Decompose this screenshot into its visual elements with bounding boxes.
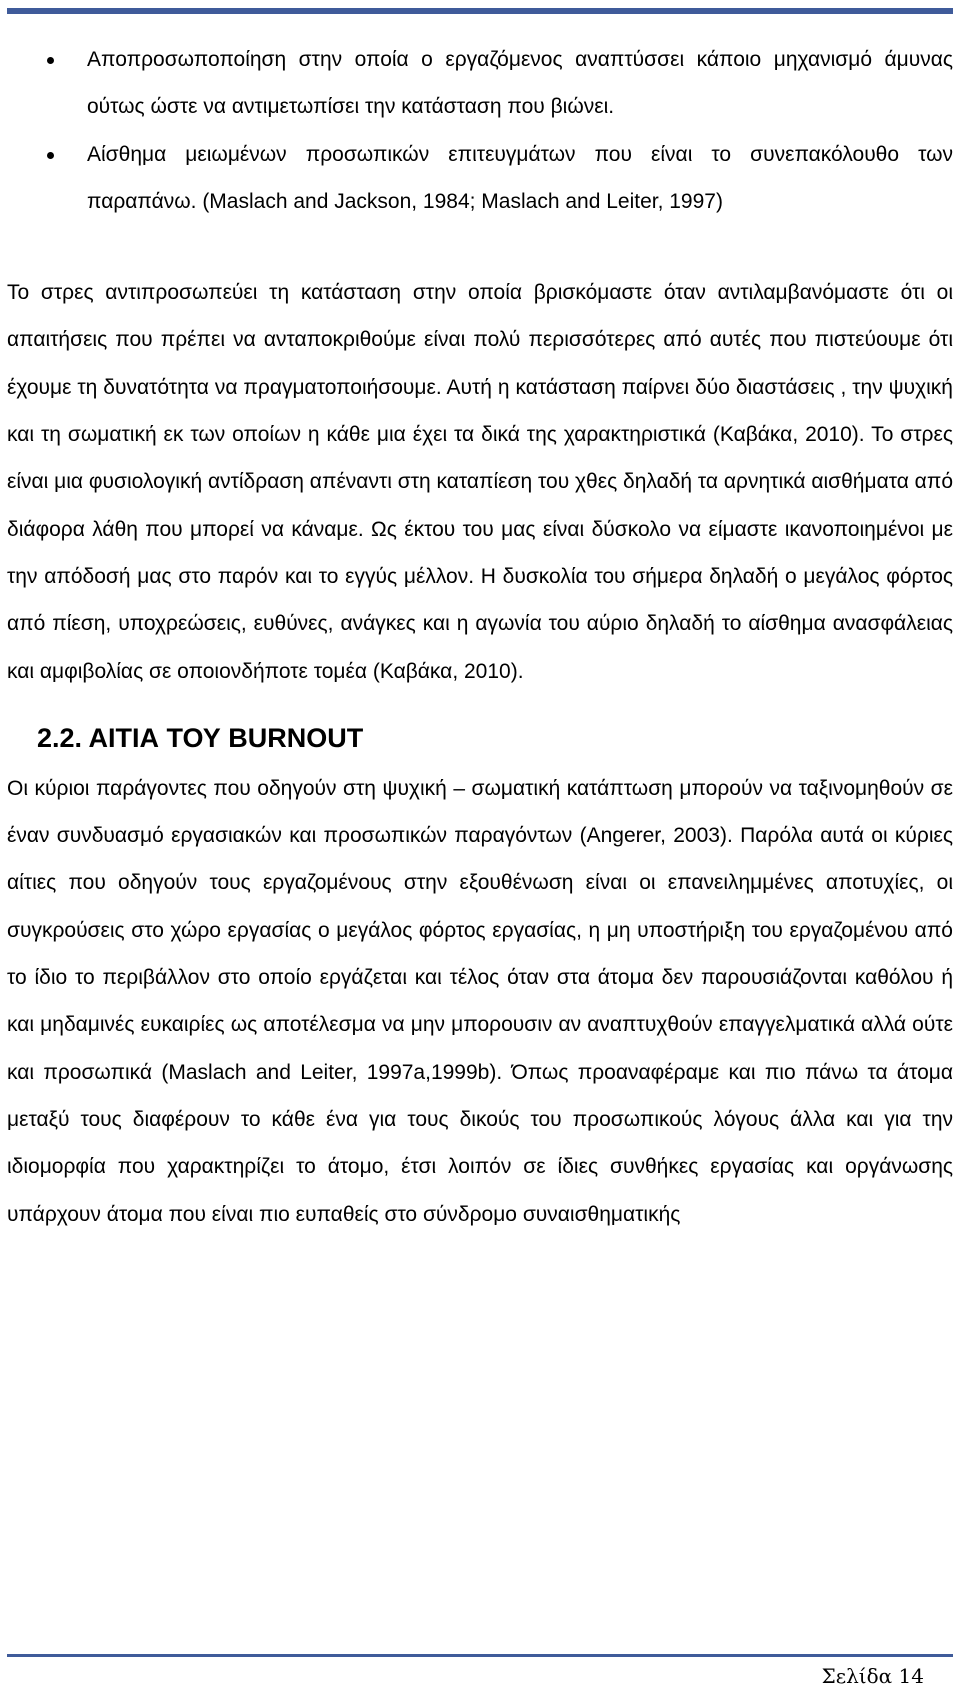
- paragraph-causes: Οι κύριοι παράγοντες που οδηγούν στη ψυχική – σωματική κατάπτωση μπορούν να ταξινομηθούν σε έναν συνδυασμό εργασιακών και προσωπικών παραγόντων (Angerer, 2003). Παρόλα αυτά οι κύριες αίτιες που οδηγούν τους εργαζομένους στην εξουθένωση είναι οι επανειλημμένες αποτυχίες, οι συγκρούσεις στο χώρο εργασίας ο μεγάλος φόρτος εργασίας, η μη υποστήριξη του εργαζομένου από το ίδιο το περιβάλλον στο οποίο εργάζεται και τέλος όταν στα άτομα δεν παρουσιάζονται καθόλου ή και μηδαμινές ευκαιρίες ως αποτέλεσμα να μην μπορουσιν αν αναπτυχθούν επαγγελματικά αλλά ούτε και προσωπικά (Maslach and Leiter, 1997a,1999b). Όπως προαναφέραμε και πιο πάνω τα άτομα μεταξύ τους διαφέρουν το κάθε ένα για τους δικούς του προσωπικούς λόγους άλλα και για την ιδιομορφία που χαρακτηρίζει το άτομο, έτσι λοιπόν σε ίδιες συνθήκες εργασίας και οργάνωσης υπάρχουν άτομα που είναι πιο ευπαθείς στο σύνδρομο συναισθηματικής: [7, 776, 953, 1226]
- bullet-text: Αποπροσωποποίηση στην οποία ο εργαζόμενος αναπτύσσει κάποιο μηχανισμό άμυνας ούτως ώστε να αντιμετωπίσει την κατάσταση που βιώνει.: [87, 48, 953, 119]
- bullet-item-depersonalization: [7, 36, 953, 131]
- bullet-icon: [47, 152, 54, 159]
- footer-rule: [7, 1654, 953, 1657]
- page-number: Σελίδα 14: [821, 1664, 924, 1688]
- section-heading: 2.2. ΑΙΤΙΑ ΤΟΥ BURNOUT: [37, 722, 364, 753]
- header-rule: [7, 8, 953, 14]
- bullet-list: [7, 36, 953, 225]
- page-body: [7, 36, 953, 1238]
- paragraph-stress: Το στρες αντιπροσωπεύει τη κατάσταση στην οποία βρισκόμαστε όταν αντιλαμβανόμαστε ότι οι απαιτήσεις που πρέπει να ανταποκριθούμε είναι πολύ περισσότερες από αυτές που πιστεύουμε ότι έχουμε τη δυνατότητα να πραγματοποιήσουμε. Αυτή η κατάσταση παίρνει δύο διαστάσεις , την ψυχική και τη σωματική εκ των οποίων η κάθε μια έχει τα δικά της χαρακτηριστικά (Καβάκα, 2010). Το στρες είναι μια φυσιολογική αντίδραση απέναντι στη καταπίεση του χθες δηλαδή τα αρνητικά αισθήματα από διάφορα λάθη που μπορεί να κάναμε. Ως έκτου του μας είναι δύσκολο να είμαστε ικανοποιημένοι με την απόδοσή μας στο παρόν και το εγγύς μέλλον. Η δυσκολία του σήμερα δηλαδή ο μεγάλος φόρτος από πίεση, υποχρεώσεις, ευθύνες, ανάγκες και η αγωνία του αύριο δηλαδή το αίσθημα ανασφάλειας και αμφιβολίας σε οποιονδήποτε τομέα (Καβάκα, 2010).: [7, 281, 953, 683]
- bullet-icon: [47, 57, 54, 64]
- bullet-text: Αίσθημα μειωμένων προσωπικών επιτευγμάτων που είναι το συνεπακόλουθο των παραπάνω. (Maslach and Jackson, 1984; Maslach and Leiter, 1997): [87, 142, 953, 213]
- bullet-item-accomplishment: [7, 131, 953, 226]
